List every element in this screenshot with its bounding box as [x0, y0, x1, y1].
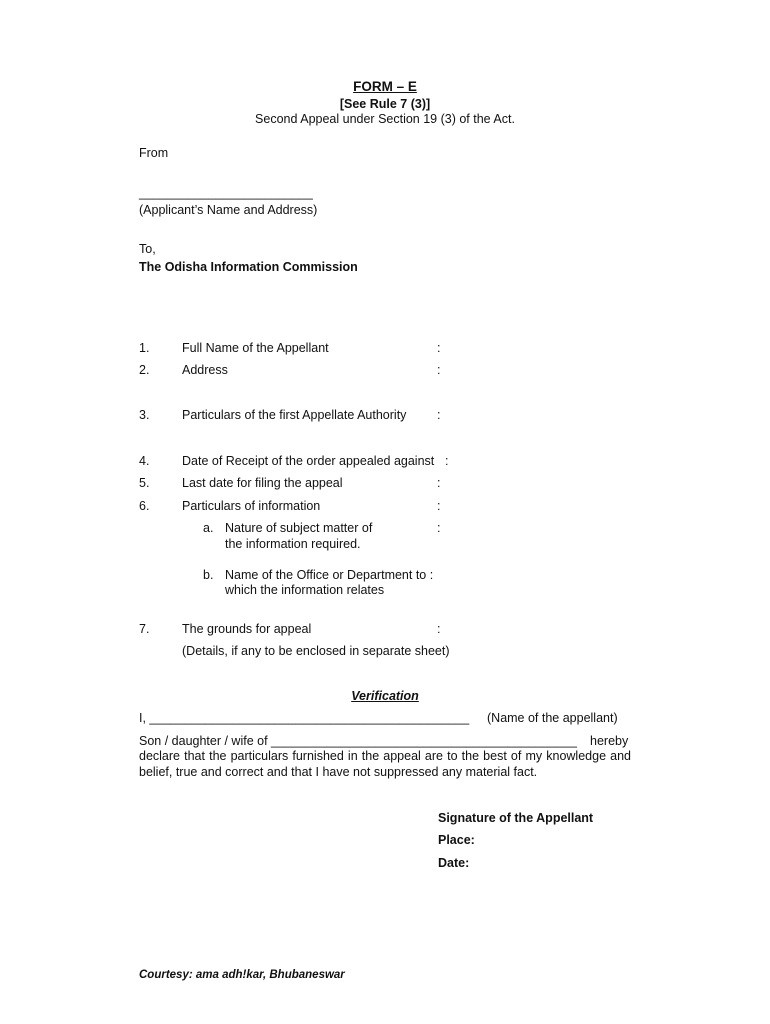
subitem-line: which the information relates [225, 583, 385, 597]
item-colon: : [437, 363, 441, 377]
verification-hereby: hereby [590, 734, 629, 748]
verification-name-line: I, ______________________________________________ [139, 711, 470, 725]
grounds-note: (Details, if any to be enclosed in separate sheet) [182, 644, 450, 658]
subitem-letter: b. [203, 568, 214, 582]
subitem-colon: : [437, 521, 441, 535]
item-colon: : [437, 476, 441, 490]
subitem-letter: a. [203, 521, 214, 535]
applicant-hint: (Applicant’s Name and Address) [139, 203, 318, 217]
item-number: 3. [139, 408, 150, 422]
date-label: Date: [438, 856, 470, 870]
courtesy-footer: Courtesy: ama adh!kar, Bhubaneswar [139, 969, 345, 981]
item-colon: : [445, 454, 449, 468]
form-title: FORM – E [353, 79, 417, 94]
item-label: Address [182, 363, 228, 377]
item-label: Particulars of information [182, 499, 321, 513]
from-label: From [139, 146, 169, 160]
item-colon: : [437, 341, 441, 355]
item-number: 7. [139, 622, 150, 636]
signature-label: Signature of the Appellant [438, 811, 594, 825]
item-colon: : [437, 622, 441, 636]
subitem-line: Name of the Office or Department to : [225, 568, 434, 582]
recipient: The Odisha Information Commission [139, 260, 358, 274]
rule-reference: [See Rule 7 (3)] [339, 97, 431, 111]
item-label: The grounds for appeal [182, 622, 312, 636]
item-colon: : [437, 499, 441, 513]
subitem-line: the information required. [225, 537, 361, 551]
declaration-text: declare that the particulars furnished in the appeal are to the best of my knowledge and belief, true and correct and that I have not suppressed any material fact. [139, 749, 631, 779]
applicant-blank-line: _________________________ [139, 186, 313, 200]
item-label: Date of Receipt of the order appealed against [182, 454, 435, 468]
verification-name-hint: (Name of the appellant) [487, 711, 618, 725]
to-label: To, [139, 242, 156, 256]
subitem-line: Nature of subject matter of [225, 521, 373, 535]
item-label: Last date for filing the appeal [182, 476, 343, 490]
item-number: 1. [139, 341, 150, 355]
verification-relation-line: Son / daughter / wife of ____________________________________________ [139, 734, 577, 748]
form-subtitle: Second Appeal under Section 19 (3) of the Act. [255, 112, 515, 126]
item-number: 4. [139, 454, 150, 468]
item-label: Full Name of the Appellant [182, 341, 329, 355]
place-label: Place: [438, 833, 475, 847]
verification-heading: Verification [351, 689, 419, 703]
item-number: 6. [139, 499, 150, 513]
item-label: Particulars of the first Appellate Authority [182, 408, 407, 422]
item-colon: : [437, 408, 441, 422]
item-number: 2. [139, 363, 150, 377]
item-number: 5. [139, 476, 150, 490]
